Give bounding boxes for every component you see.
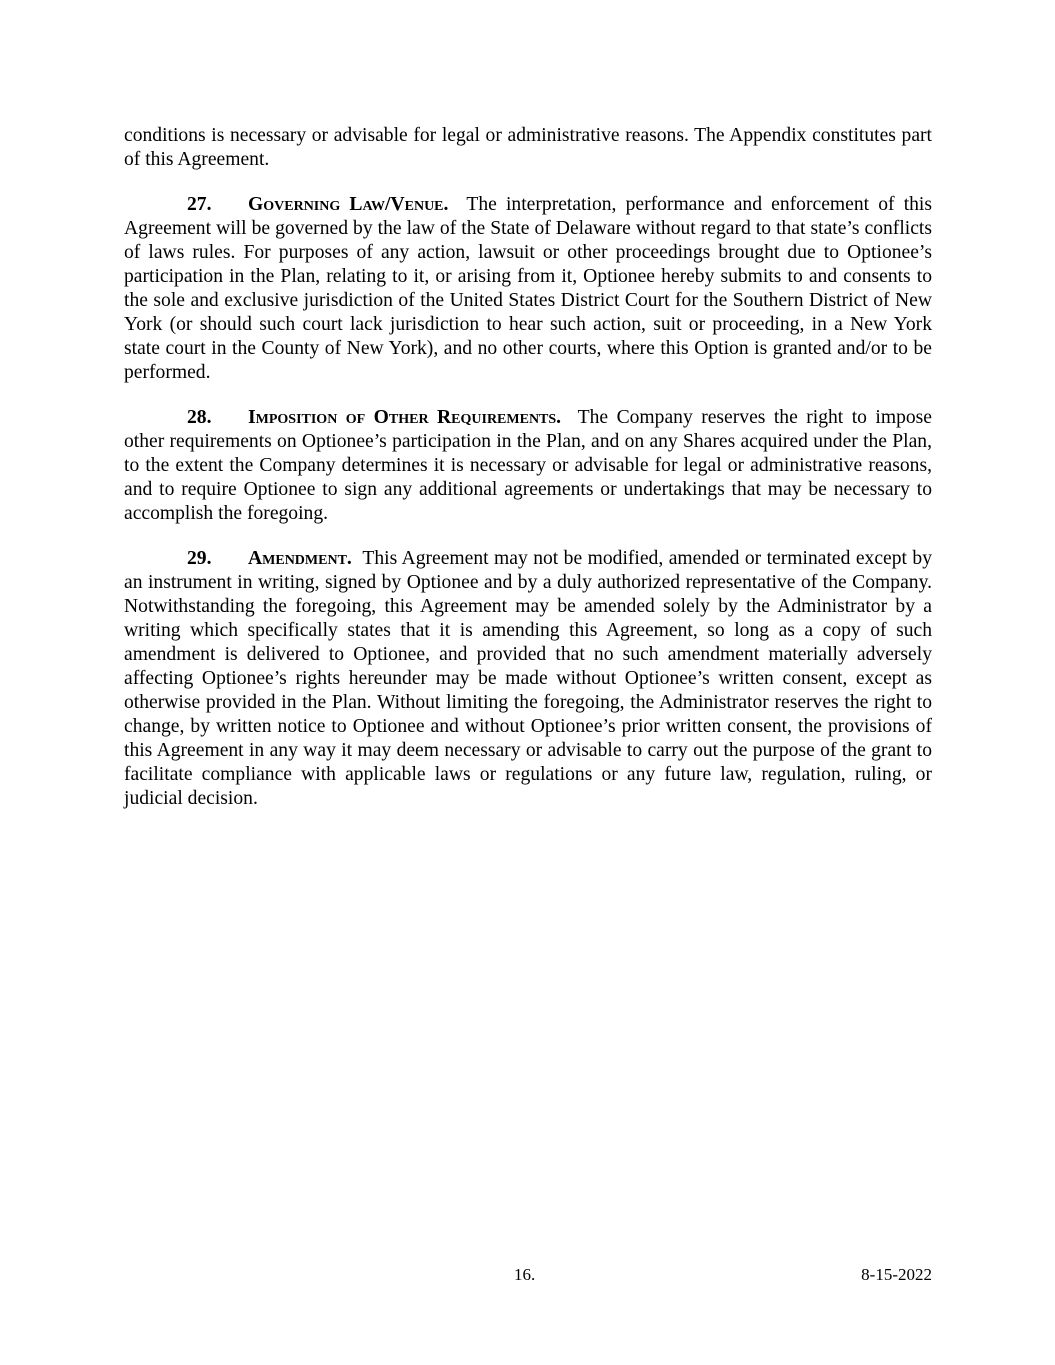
- section-heading: Imposition of Other Requirements.: [248, 407, 562, 428]
- section-heading: Amendment.: [248, 548, 352, 569]
- section-body: The Company reserves the right to impose other requirements on Optionee’s participation in the Plan, and on any Shares acquired under the Plan, to the extent the Company determines it is necessary or advisable for legal or administrative reasons, and to require Optionee to sign any additional agreements or undertakings that may be necessary to accomplish the foregoing.: [124, 407, 932, 524]
- page-number: 16.: [514, 1265, 536, 1284]
- document-date: 8-15-2022: [861, 1265, 932, 1284]
- section-28: [124, 406, 932, 526]
- section-number: 28.: [187, 407, 212, 428]
- section-body: This Agreement may not be modified, amended or terminated except by an instrument in writing, signed by Optionee and by a duly authorized representative of the Company. Notwithstanding the foregoing, this Agreement may be amended solely by the Administrator by a writing which specifically states that it is amending this Agreement, so long as a copy of such amendment is delivered to Optionee, and provided that no such amendment materially adversely affecting Optionee’s rights hereunder may be made without Optionee’s written consent, except as otherwise provided in the Plan. Without limiting the foregoing, the Administrator reserves the right to change, by written notice to Optionee and without Optionee’s prior written consent, the provisions of this Agreement in any way it may deem necessary or advisable to carry out the purpose of the grant to facilitate compliance with applicable laws or regulations or any future law, regulation, ruling, or judicial decision.: [124, 548, 932, 809]
- page-footer: [124, 1263, 932, 1287]
- intro-paragraph: conditions is necessary or advisable for legal or administrative reasons. The Appendix constitutes part of this Agreement.: [124, 125, 932, 170]
- section-heading: Governing Law/Venue.: [248, 194, 449, 215]
- section-27: [124, 193, 932, 385]
- section-29: [124, 547, 932, 811]
- section-number: 29.: [187, 548, 212, 569]
- section-body: The interpretation, performance and enforcement of this Agreement will be governed by the law of the State of Delaware without regard to that state’s conflicts of laws rules. For purposes of any action, lawsuit or other proceedings brought due to Optionee’s participation in the Plan, relating to it, or arising from it, Optionee hereby submits to and consents to the sole and exclusive jurisdiction of the United States District Court for the Southern District of New York (or should such court lack jurisdiction to hear such action, suit or proceeding, in a New York state court in the County of New York), and no other courts, where this Option is granted and/or to be performed.: [124, 194, 932, 383]
- section-number: 27.: [187, 194, 212, 215]
- document-page: [124, 124, 932, 832]
